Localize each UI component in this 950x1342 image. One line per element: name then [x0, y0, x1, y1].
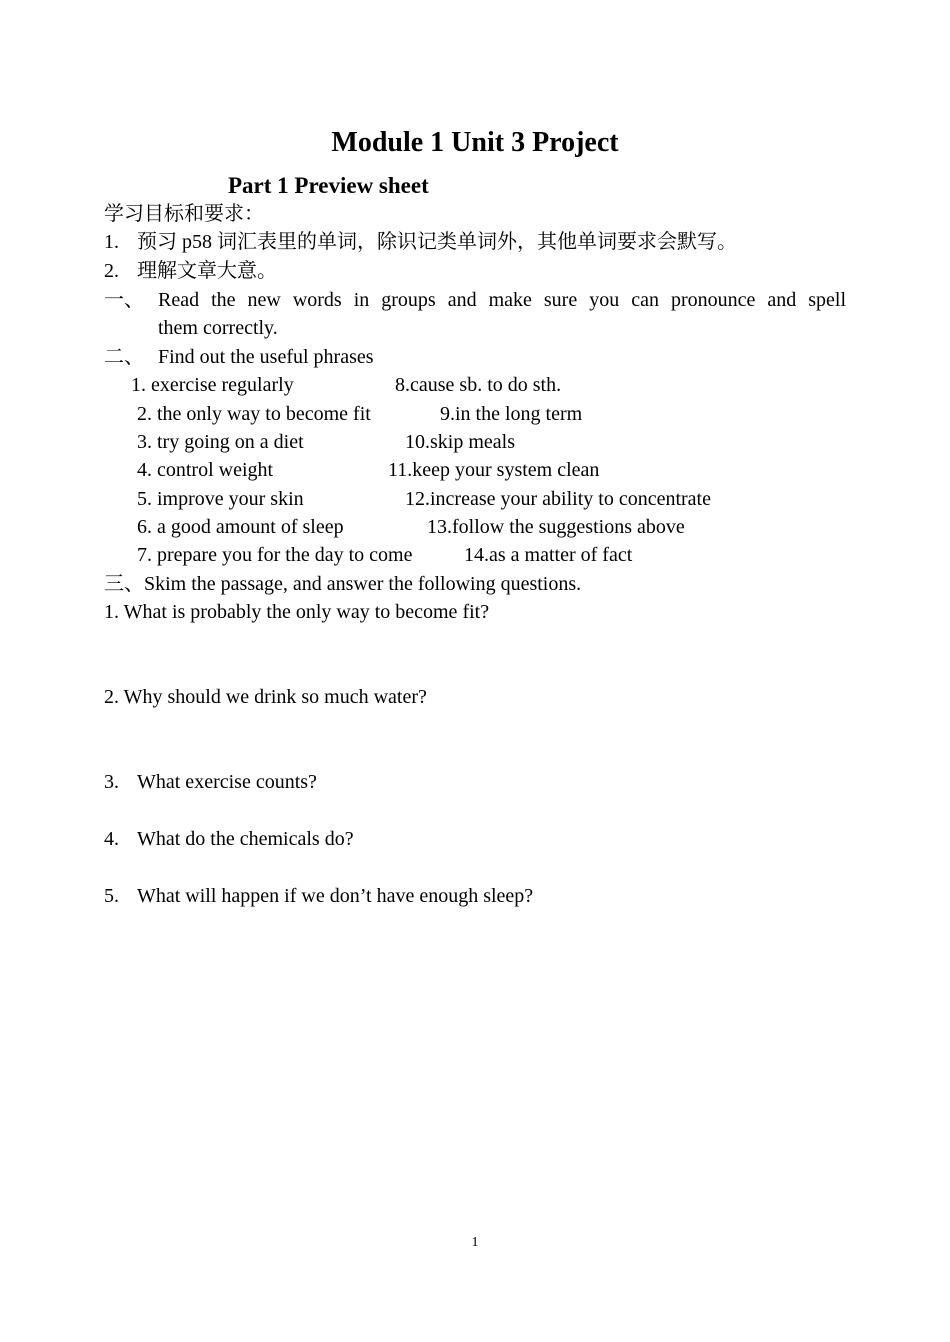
- phrase-item: 1. exercise regularly: [131, 374, 294, 396]
- page-number: 1: [471, 1235, 479, 1250]
- objective-number: 1.: [104, 231, 119, 253]
- objective-text: 预习 p58 词汇表里的单词，除识记类单词外，其他单词要求会默写。: [137, 231, 737, 253]
- question: What exercise counts?: [137, 771, 317, 793]
- phrase-item: 9.in the long term: [440, 403, 583, 425]
- question-number: 4.: [104, 828, 119, 850]
- phrase-item: 4. control weight: [137, 459, 274, 481]
- objective-number: 2.: [104, 260, 119, 282]
- phrase-item: 5. improve your skin: [137, 488, 304, 510]
- phrase-item: 3. try going on a diet: [137, 431, 304, 453]
- page-subtitle: Part 1 Preview sheet: [228, 173, 429, 198]
- section1-instruction-line1: Read the new words in groups and make sure you can pronounce and spell: [158, 289, 846, 311]
- phrase-item: 13.follow the suggestions above: [427, 516, 685, 538]
- phrase-item: 11.keep your system clean: [388, 459, 600, 481]
- phrase-item: 6. a good amount of sleep: [137, 516, 344, 538]
- phrase-item: 7. prepare you for the day to come: [137, 544, 413, 566]
- phrase-item: 2. the only way to become fit: [137, 403, 371, 425]
- question-number: 5.: [104, 885, 119, 907]
- objectives-heading: 学习目标和要求：: [104, 203, 264, 225]
- question-number: 3.: [104, 771, 119, 793]
- section-number: 二、: [104, 346, 144, 368]
- question: 2. Why should we drink so much water?: [104, 686, 427, 708]
- question: What do the chemicals do?: [137, 828, 354, 850]
- phrase-item: 10.skip meals: [405, 431, 515, 453]
- section2-heading: Find out the useful phrases: [158, 346, 374, 368]
- section-number: 一、: [104, 289, 144, 311]
- page-title: Module 1 Unit 3 Project: [331, 127, 619, 158]
- question: What will happen if we don’t have enough sleep?: [137, 885, 534, 907]
- objective-text: 理解文章大意。: [137, 260, 277, 282]
- phrase-item: 8.cause sb. to do sth.: [395, 374, 562, 396]
- phrase-item: 12.increase your ability to concentrate: [405, 488, 711, 510]
- section1-instruction-line2: them correctly.: [158, 317, 278, 339]
- question: 1. What is probably the only way to become fit?: [104, 601, 490, 623]
- phrase-item: 14.as a matter of fact: [464, 544, 633, 566]
- section3-heading: 三、Skim the passage, and answer the following questions.: [104, 573, 582, 595]
